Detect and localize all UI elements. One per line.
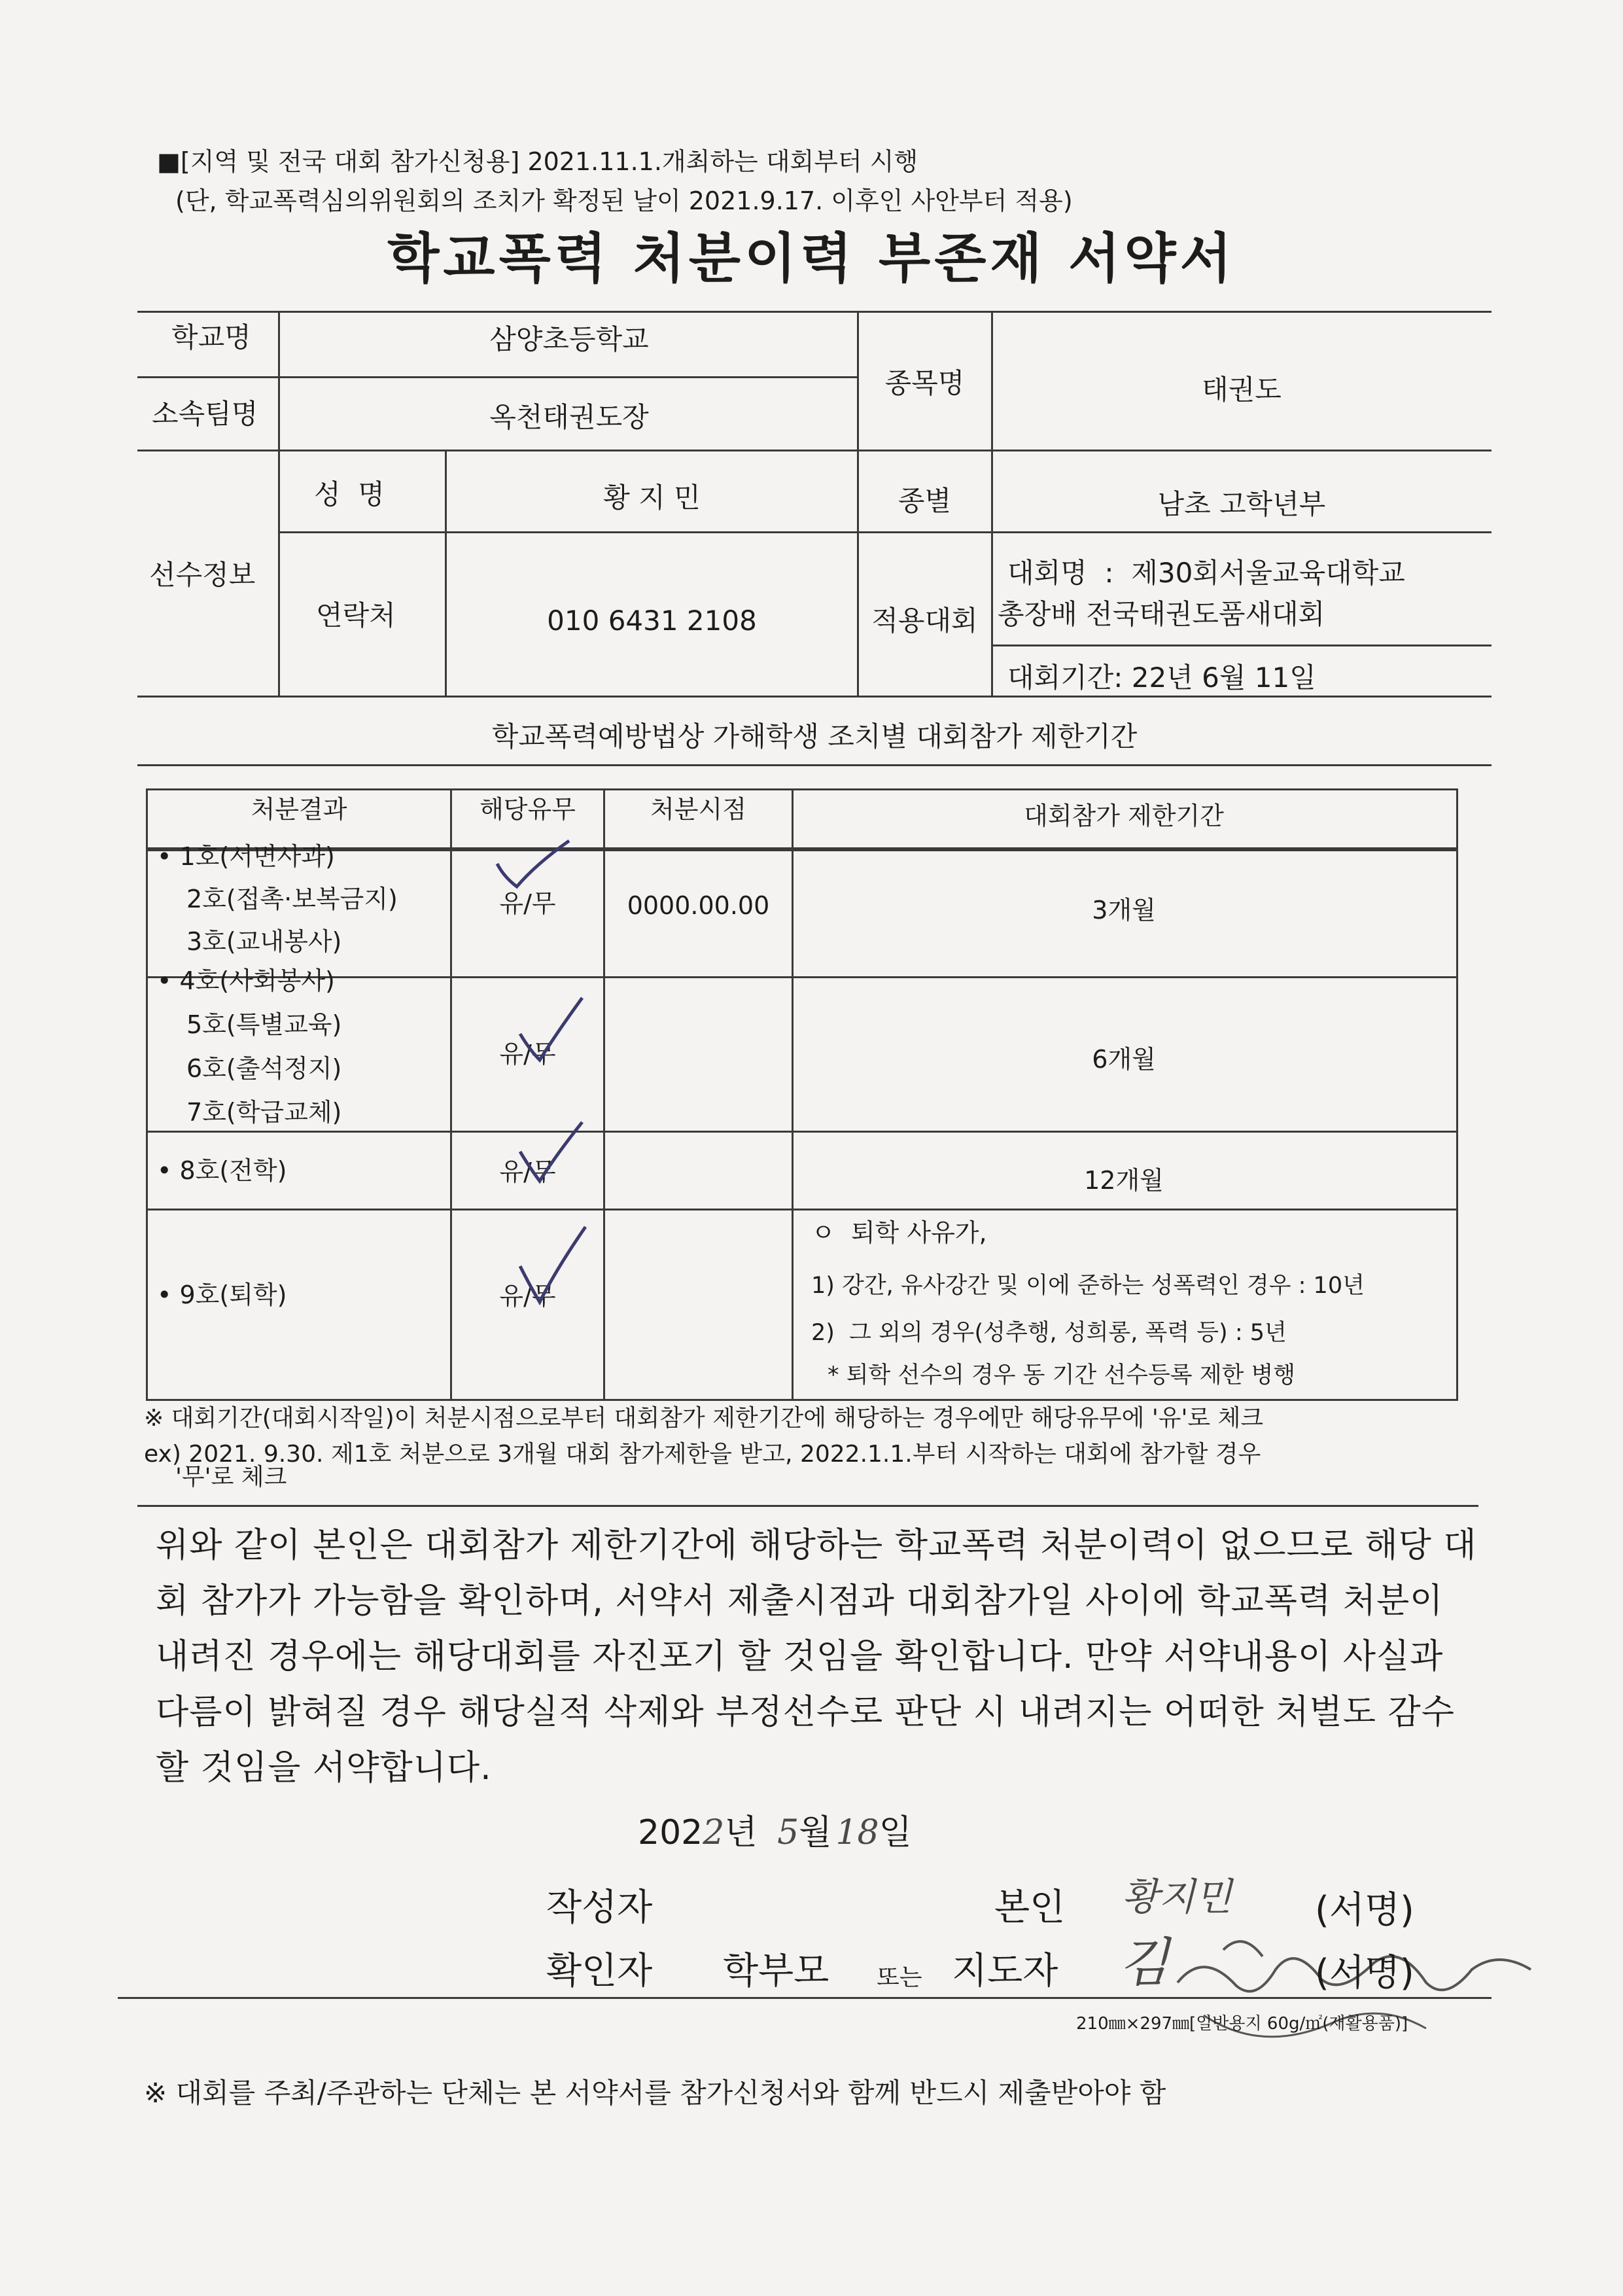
row4-period-line2: 1) 강간, 유사강간 및 이에 준하는 성폭력인 경우 : 10년 — [811, 1273, 1365, 1299]
note-1: ※ 대회기간(대회시작일)이 처분시점으로부터 대회참가 제한기간에 해당하는 경우에만 해당유무에 '유'로 체크 — [144, 1405, 1264, 1432]
self-sign-label: (서명) — [1315, 1889, 1414, 1932]
sign-date — [638, 1805, 912, 1854]
or-label: 또는 — [877, 1964, 922, 1991]
coach-signature: 김 — [1119, 1932, 1170, 1993]
date-year-prefix: 202 — [638, 1813, 703, 1852]
paper-spec: 210㎜×297㎜[일반용지 60g/㎡(재활용품)] — [1076, 2014, 1408, 2034]
date-year-label: 년 — [724, 1813, 758, 1852]
contact-label: 연락처 — [316, 599, 396, 631]
row1-result-line3: 3호(교내봉사) — [186, 927, 342, 956]
name-value: 황 지 민 — [603, 482, 701, 514]
date-month-label: 월 — [799, 1813, 832, 1852]
name-label: 성 명 — [314, 478, 385, 510]
coach-sign-label: (서명) — [1315, 1952, 1414, 1994]
school-label: 학교명 — [171, 321, 251, 353]
row4-applicable: 유/무 — [499, 1282, 556, 1311]
date-day-label: 일 — [879, 1813, 912, 1852]
writer-label: 작성자 — [546, 1886, 653, 1929]
check-mark-icon — [484, 838, 582, 910]
row2-period: 6개월 — [1092, 1045, 1156, 1074]
check-mark-icon — [517, 995, 595, 1073]
restriction-caption: 학교폭력예방법상 가해학생 조치별 대회참가 제한기간 — [491, 720, 1138, 752]
row1-result-line1: • 1호(서면사과) — [157, 842, 335, 871]
row3-result-line1: • 8호(전학) — [157, 1156, 287, 1185]
parent-label: 학부모 — [723, 1950, 829, 1992]
event-period: 대회기간: 22년 6월 11일 — [1007, 662, 1316, 694]
row3-applicable: 유/무 — [499, 1157, 556, 1186]
row1-result-line2: 2호(접촉·보복금지) — [186, 885, 398, 913]
header-line-1: ■[지역 및 전국 대회 참가신청용] 2021.11.1.개최하는 대회부터 시행 — [157, 147, 918, 176]
col-header-date: 처분시점 — [650, 795, 746, 824]
row4-result-line1: • 9호(퇴학) — [157, 1280, 287, 1309]
row4-period-line4: * 퇴학 선수의 경우 동 기간 선수등록 제한 병행 — [828, 1362, 1296, 1388]
athlete-info-label: 선수정보 — [149, 559, 256, 591]
row2-result-line1: • 4호(사회봉사) — [157, 966, 335, 995]
row1-date: 0000.00.00 — [627, 891, 770, 920]
coach-label: 지도자 — [952, 1950, 1058, 1992]
event-label: 적용대회 — [871, 605, 978, 637]
event-name-line-1: 대회명 : 제30회서울교육대학교 — [1007, 557, 1405, 589]
check-mark-icon — [517, 1119, 595, 1191]
school-value: 삼양초등학교 — [489, 323, 649, 355]
category-label: 종별 — [898, 485, 952, 517]
col-header-applicable: 해당유무 — [480, 795, 576, 824]
self-label: 본인 — [994, 1886, 1066, 1929]
header-line-2: (단, 학교폭력심의위원회의 조치가 확정된 날이 2021.9.17. 이후인 사안부터 적용) — [175, 186, 1073, 215]
footer-note: ※ 대회를 주최/주관하는 단체는 본 서약서를 참가신청서와 함께 반드시 제출받아야 함 — [144, 2077, 1166, 2109]
confirm-label: 확인자 — [546, 1950, 653, 1992]
row4-period-line1: ㅇ 퇴학 사유가, — [811, 1218, 987, 1247]
team-value: 옥천태권도장 — [489, 401, 649, 433]
row4-period-line3: 2) 그 외의 경우(성추행, 성희롱, 폭력 등) : 5년 — [811, 1320, 1287, 1346]
row3-period: 12개월 — [1084, 1166, 1164, 1195]
self-signature: 황지민 — [1122, 1875, 1232, 1919]
sport-value: 태권도 — [1202, 374, 1282, 406]
row1-period: 3개월 — [1092, 896, 1156, 925]
row2-result-line3: 6호(출석정지) — [186, 1054, 342, 1083]
contact-value: 010 6431 2108 — [547, 605, 757, 637]
document-title: 학교폭력 처분이력 부존재 서약서 — [387, 228, 1236, 290]
note-3: '무'로 체크 — [175, 1464, 287, 1491]
date-year-hand: 2 — [703, 1813, 725, 1852]
row2-applicable: 유/무 — [499, 1040, 556, 1069]
category-value: 남초 고학년부 — [1157, 488, 1326, 520]
signature-scribble-icon — [1164, 1924, 1570, 2094]
col-header-period: 대회참가 제한기간 — [1024, 802, 1224, 830]
note-2: ex) 2021. 9.30. 제1호 처분으로 3개월 대회 참가제한을 받고, 2022.1.1.부터 시작하는 대회에 참가할 경우 — [144, 1441, 1261, 1468]
team-label: 소속팀명 — [152, 398, 258, 430]
row2-result-line4: 7호(학급교체) — [186, 1098, 342, 1127]
event-name-line-2: 총장배 전국태권도품새대회 — [998, 598, 1325, 630]
pledge-text: 위와 같이 본인은 대회참가 제한기간에 해당하는 학교폭력 처분이력이 없으므로 해당 대회 참가가 가능함을 확인하며, 서약서 제출시점과 대회참가일 사이에 학교폭력 처분이 내려진 경우에는 해당대회를 자진포기 할 것임을 확인합니다. 만약 서약내용이 사실과 다름이 밝혀질 경우 해당실적 삭제와 부정선수로 판단 시 내려지는 어떠한 처벌도 감수할 것임을 서약합니다. — [156, 1526, 1477, 1788]
sport-label: 종목명 — [884, 367, 965, 399]
row1-applicable: 유/무 — [499, 889, 556, 918]
row2-result-line2: 5호(특별교육) — [186, 1010, 342, 1039]
date-day-hand: 18 — [835, 1813, 879, 1852]
date-month-hand: 5 — [777, 1813, 799, 1852]
check-mark-icon — [517, 1224, 595, 1315]
col-header-result: 처분결과 — [251, 795, 347, 824]
